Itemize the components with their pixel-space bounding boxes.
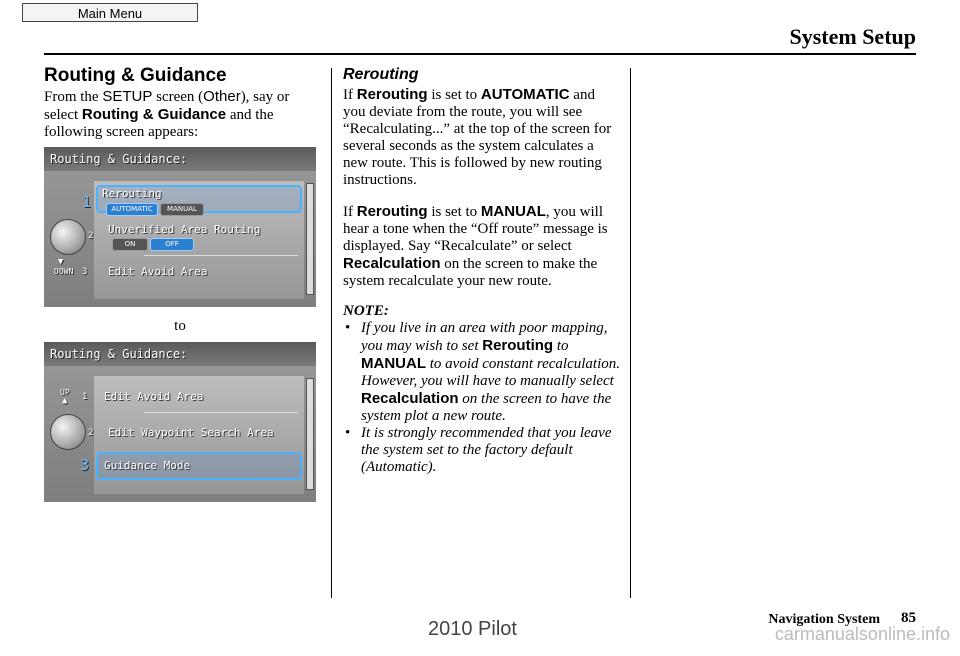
header-rule: [44, 53, 916, 55]
spacer: [343, 189, 620, 203]
recalculation-term: Recalculation: [361, 390, 459, 407]
automatic-paragraph: [343, 86, 620, 189]
left-column: [44, 64, 316, 141]
down-label: DOWN: [54, 267, 74, 276]
manual-term: MANUAL: [480, 203, 546, 220]
screen-title: Routing & Guidance:: [44, 147, 316, 171]
number-1: 1: [82, 392, 88, 402]
off-pill[interactable]: OFF: [150, 238, 194, 251]
rerouting-term: Rerouting: [356, 203, 428, 220]
column-divider: [331, 68, 332, 598]
edit-avoid-area-row[interactable]: Edit Avoid Area: [108, 265, 208, 278]
scrollbar[interactable]: [306, 378, 314, 490]
text: From the: [44, 89, 103, 105]
automatic-pill[interactable]: AUTOMATIC: [106, 203, 158, 216]
text: on the screen to have the system plot a new route.: [361, 391, 612, 424]
main-menu-button[interactable]: Main Menu: [22, 3, 198, 22]
rerouting-term: Rerouting: [482, 337, 554, 354]
joystick-knob[interactable]: [50, 414, 86, 450]
number-2: 2: [88, 428, 94, 438]
joystick-knob[interactable]: [50, 219, 86, 255]
text: and you deviate from the route, you will see “Recalculating...” at the top of the screen for several seconds as the system calculates a new route. This is followed by new routing instructions.: [343, 87, 612, 188]
number-2: 2: [88, 231, 94, 241]
text: , you will hear a tone when the “Off route” message is displayed. Say “Recalculate” or select: [343, 204, 608, 254]
routing-term: Routing & Guidance: [81, 106, 227, 123]
text: is set to: [427, 204, 481, 220]
recalculation-term: Recalculation: [343, 255, 441, 272]
column-divider: [630, 68, 631, 598]
text: ), say or select: [44, 89, 290, 123]
number-3: 3: [80, 456, 90, 474]
text: It is strongly recommended that you leave the system set to the factory default (Automatic).: [361, 425, 612, 475]
text: screen (: [152, 89, 204, 105]
text: on the screen to make the system recalculate your new route.: [343, 256, 598, 289]
page-number: 85: [901, 610, 916, 626]
to-label: to: [174, 318, 186, 334]
text: If you live in an area with poor mapping, you may wish to set: [361, 320, 608, 354]
unverified-area-routing-row[interactable]: Unverified Area Routing: [108, 223, 261, 236]
manual-pill[interactable]: MANUAL: [160, 203, 204, 216]
text: to: [553, 338, 569, 354]
note-item: [343, 320, 620, 425]
text: and the following screen appears:: [44, 107, 274, 140]
row-separator: [144, 255, 298, 256]
scrollbar[interactable]: [306, 183, 314, 295]
text: to avoid constant recalculation. However, you will have to manually select: [361, 356, 620, 389]
note-label: NOTE:: [343, 303, 389, 319]
up-arrow-icon: ▲: [62, 396, 68, 406]
number-1: 1: [82, 193, 92, 211]
note-item: [343, 425, 620, 476]
page-title: System Setup: [789, 24, 916, 49]
edit-waypoint-search-area-row[interactable]: Edit Waypoint Search Area: [108, 426, 274, 439]
manual-paragraph: [343, 203, 620, 290]
manual-term: MANUAL: [361, 355, 426, 372]
text: If: [343, 87, 357, 103]
routing-guidance-screen-2: [44, 342, 316, 502]
footer-model: 2010 Pilot: [428, 618, 517, 640]
on-pill[interactable]: ON: [112, 238, 148, 251]
subsection-heading: Rerouting: [343, 66, 419, 83]
edit-avoid-area-row[interactable]: Edit Avoid Area: [104, 390, 204, 403]
setup-term: SETUP: [102, 88, 153, 105]
note-list: [343, 320, 620, 476]
screen-title: Routing & Guidance:: [44, 342, 316, 366]
rerouting-row[interactable]: Rerouting: [102, 187, 162, 200]
section-heading: Routing & Guidance: [44, 65, 227, 86]
up-label: UP: [60, 388, 70, 397]
other-term: Other: [203, 88, 241, 105]
text: is set to: [427, 87, 481, 103]
footer-section-label: Navigation System: [768, 612, 880, 627]
automatic-term: AUTOMATIC: [480, 86, 570, 103]
text: If: [343, 204, 357, 220]
intro-paragraph: [44, 88, 316, 141]
number-3: 3: [82, 267, 88, 277]
row-separator: [144, 412, 298, 413]
footer-watermark: carmanualsonline.info: [774, 624, 950, 644]
rerouting-term: Rerouting: [356, 86, 428, 103]
guidance-mode-row[interactable]: Guidance Mode: [104, 459, 191, 472]
middle-column: [343, 64, 620, 476]
down-arrow-icon: ▼: [58, 257, 64, 267]
routing-guidance-screen-1: [44, 147, 316, 307]
